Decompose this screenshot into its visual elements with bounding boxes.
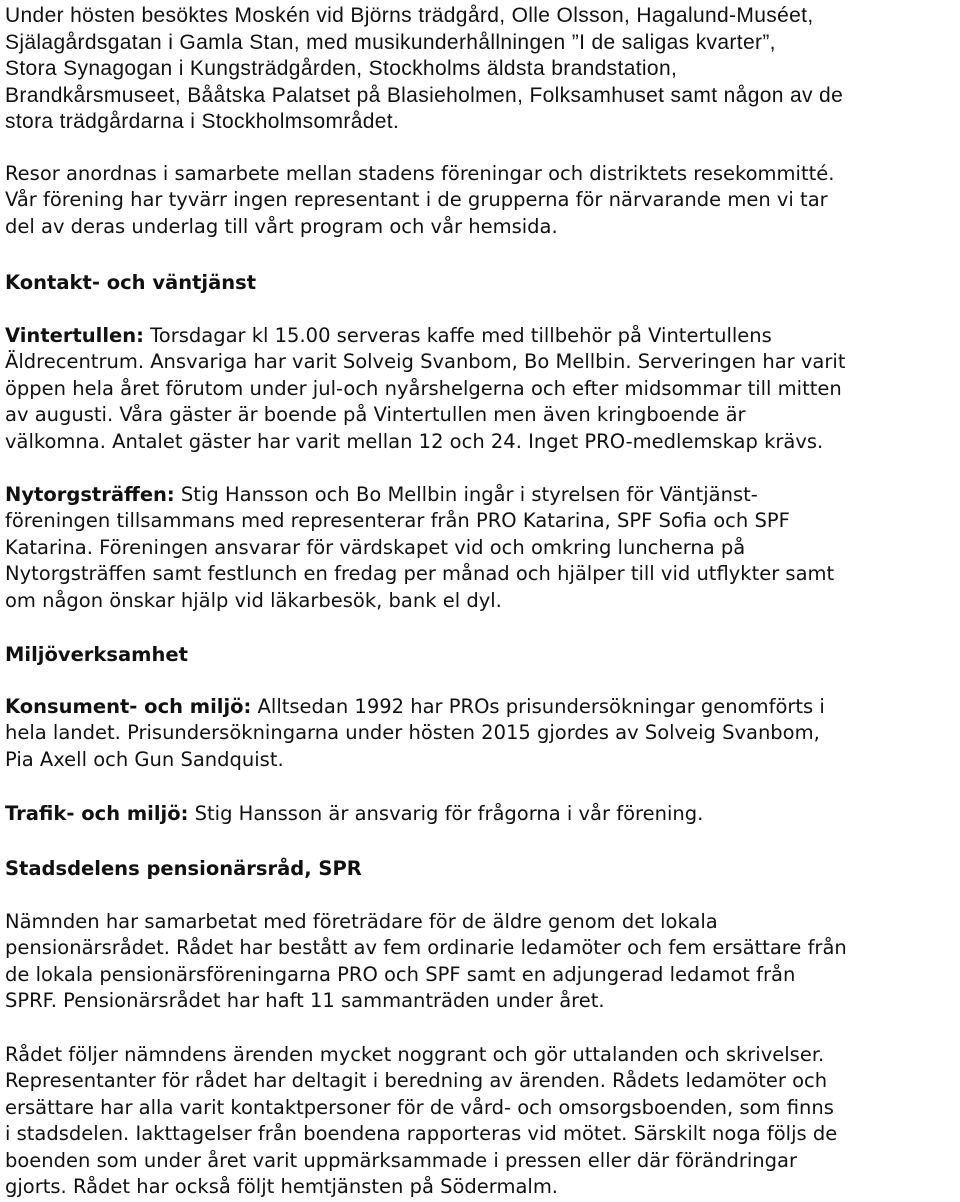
text-line: Resor anordnas i samarbete mellan stadens föreningar och distriktets resekommitté. (5, 162, 835, 185)
text-line: välkomna. Antalet gäster har varit mellan 12 och 24. Inget PRO-medlemskap krävs. (5, 429, 824, 453)
text-line: ersättare har alla varit kontaktpersoner för de vård- och omsorgsboenden, som finns (5, 1095, 834, 1119)
text-line: av augusti. Våra gäster är boende på Vintertullen men även kringboende är (5, 403, 746, 427)
text-line: Under hösten besöktes Moskén vid Björns trädgård, Olle Olsson, Hagalund-Muséet, (5, 4, 814, 27)
text-line: Katarina. Föreningen ansvarar för värdskapet vid och omkring luncherna på (5, 535, 746, 559)
text-line: Själagårdsgatan i Gamla Stan, med musikunderhållningen ”I de saligas kvarter”, (5, 30, 776, 54)
spr-paragraph-1 (5, 909, 847, 1015)
konsument-paragraph (5, 694, 825, 773)
text-line: Stora Synagogan i Kungsträdgården, Stockholms äldsta brandstation, (5, 57, 678, 80)
text-line: Pia Axell och Gun Sandquist. (5, 747, 284, 771)
text-line: öppen hela året förutom under jul-och nyårshelgerna och efter midsommar till mitten (5, 376, 842, 400)
trafik-label: Trafik- och miljö: (5, 802, 189, 825)
text-line: Stig Hansson och Bo Mellbin ingår i styrelsen för Väntjänst- (174, 483, 758, 506)
text-line: de lokala pensionärsföreningarna PRO och SPF samt en adjungerad ledamot från (5, 962, 796, 986)
text-line: om någon önskar hjälp vid läkarbesök, bank el dyl. (5, 588, 502, 612)
text-line: stora trädgårdarna i Stockholmsområdet. (5, 110, 400, 133)
text-line: i stadsdelen. Iakttagelser från boendena rapporteras vid mötet. Särskilt noga följs de (5, 1122, 838, 1146)
vintertullen-paragraph (5, 323, 845, 455)
text-line: Brandkårsmuseet, Bååtska Palatset på Blasieholmen, Folksamhuset samt någon av de (5, 83, 844, 107)
text-line: Alltsedan 1992 har PROs prisundersökningar genomförts i (251, 695, 825, 718)
text-line: Nytorgsträffen samt festlunch en fredag per månad och hjälper till vid utflykter samt (5, 562, 835, 586)
section-heading-spr: Stadsdelens pensionärsråd, SPR (5, 857, 362, 880)
trafik-paragraph (5, 801, 703, 827)
text-line: Rådet följer nämndens ärenden mycket noggrant och gör uttalanden och skrivelser. (5, 1043, 825, 1066)
text-line: hela landet. Prisundersökningarna under hösten 2015 gjordes av Solveig Svanbom, (5, 721, 820, 745)
nytorg-label: Nytorgsträffen: (5, 483, 175, 506)
text-line: boenden som under året varit uppmärksammade i pressen eller där förändringar (5, 1148, 798, 1172)
text-line: Vår förening har tyvärr ingen representant i de grupperna för närvarande men vi tar (5, 188, 828, 212)
section-heading-kontakt: Kontakt- och väntjänst (5, 271, 257, 294)
konsument-label: Konsument- och miljö: (5, 695, 252, 718)
text-line: SPRF. Pensionärsrådet har haft 11 sammanträden under året. (5, 989, 605, 1013)
text-line: Representanter för rådet har deltagit i beredning av ärenden. Rådets ledamöter och (5, 1069, 828, 1093)
spr-paragraph-2 (5, 1042, 837, 1200)
text-line: Äldrecentrum. Ansvariga har varit Solveig Svanbom, Bo Mellbin. Serveringen har varit (5, 350, 846, 374)
text-line: Torsdagar kl 15.00 serveras kaffe med tillbehör på Vintertullens (143, 324, 772, 347)
text-line: föreningen tillsammans med representerar från PRO Katarina, SPF Sofia och SPF (5, 509, 790, 533)
intro-paragraph (5, 3, 843, 136)
text-line: Nämnden har samarbetat med företrädare för de äldre genom det lokala (5, 910, 718, 933)
text-line: gjorts. Rådet har också följt hemtjänsten på Södermalm. (5, 1175, 559, 1199)
vintertullen-label: Vintertullen: (5, 324, 144, 347)
text-line: del av deras underlag till vårt program och vår hemsida. (5, 214, 558, 238)
section-heading-miljo: Miljöverksamhet (5, 643, 188, 666)
text-line: Stig Hansson är ansvarig för frågorna i vår förening. (188, 802, 704, 825)
resor-paragraph (5, 161, 834, 240)
text-line: pensionärsrådet. Rådet har bestått av fem ordinarie ledamöter och fem ersättare från (5, 936, 847, 960)
nytorg-paragraph (5, 482, 834, 614)
